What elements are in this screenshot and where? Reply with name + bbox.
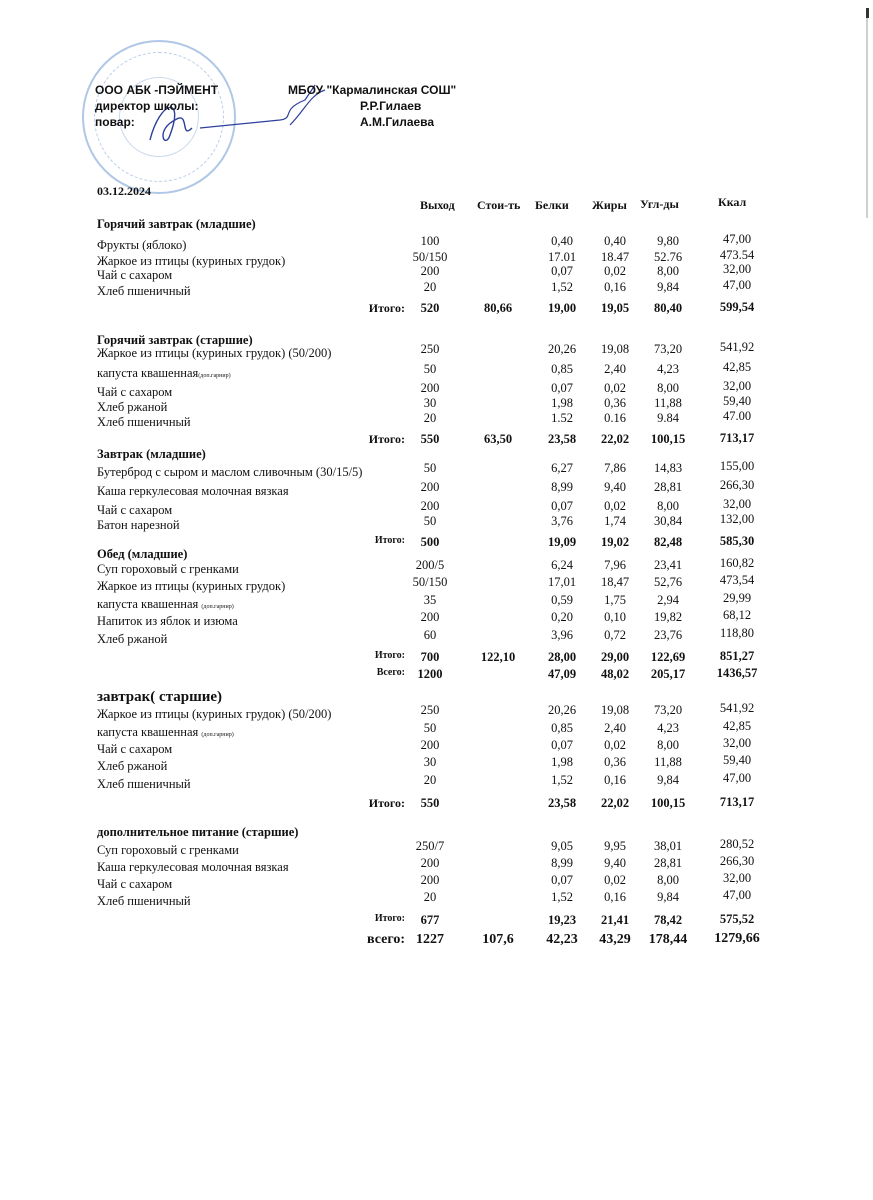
cell-kcal: 47,00 <box>722 888 752 902</box>
cell-protein: 0,07 <box>551 738 573 752</box>
cell-fat: 1,75 <box>604 593 626 607</box>
cell-output: 30 <box>423 396 437 410</box>
cell-fat: 19,08 <box>600 342 630 356</box>
cell-output: 60 <box>423 628 437 642</box>
total-carbs: 80,40 <box>653 301 683 315</box>
cell-output: 50 <box>423 362 437 376</box>
cell-fat: 0,36 <box>604 396 626 410</box>
total-kcal: 713,17 <box>719 431 755 445</box>
total-label: Итого: <box>368 796 405 810</box>
cell-fat: 0,10 <box>604 610 626 624</box>
cell-carbs: 9,80 <box>657 234 679 248</box>
cell-carbs: 23,76 <box>653 628 683 642</box>
menu-item-note: (доп.гарнир) <box>201 604 234 610</box>
cell-carbs: 19,82 <box>653 610 683 624</box>
cell-fat: 7,86 <box>604 461 626 475</box>
cell-output: 20 <box>423 890 437 904</box>
cell-carbs: 11,88 <box>654 396 682 410</box>
grand-carbs: 205,17 <box>650 667 686 681</box>
menu-item-name: Чай с сахаром <box>97 385 173 399</box>
cell-protein: 1,52 <box>551 280 573 294</box>
menu-item-name: Каша геркулесовая молочная вязкая <box>97 860 289 874</box>
cell-protein: 1,98 <box>551 396 573 410</box>
grand-label: Всего: <box>376 667 405 678</box>
total-label: Итого: <box>374 535 405 546</box>
menu-item-name: Хлеб ржаной <box>97 400 168 414</box>
cell-protein: 3,96 <box>551 628 573 642</box>
cell-protein: 0,07 <box>551 873 573 887</box>
cell-protein: 6,24 <box>551 558 573 572</box>
grand-kcal: 1436,57 <box>716 666 758 680</box>
total-fat: 19,05 <box>600 301 630 315</box>
grand-carbs: 178,44 <box>648 932 688 947</box>
cell-carbs: 8,00 <box>657 738 679 752</box>
cell-carbs: 14,83 <box>653 461 683 475</box>
cell-kcal: 32,00 <box>722 871 752 885</box>
cell-protein: 0,20 <box>551 610 573 624</box>
cell-output: 200 <box>420 480 440 494</box>
total-kcal: 599,54 <box>719 300 755 314</box>
grand-output: 1227 <box>416 932 444 947</box>
cell-kcal: 47,00 <box>722 278 752 292</box>
cell-fat: 0,16 <box>604 773 626 787</box>
menu-item-name: Напиток из яблок и изюма <box>97 614 238 628</box>
cell-fat: 7,96 <box>604 558 626 572</box>
total-fat: 29,00 <box>600 650 630 664</box>
total-label: Итого: <box>374 913 405 924</box>
cell-carbs: 9.84 <box>657 411 679 425</box>
cell-protein: 20,26 <box>547 703 577 717</box>
cell-kcal: 47.00 <box>722 409 752 423</box>
total-kcal: 713,17 <box>719 795 755 809</box>
total-output: 550 <box>420 796 440 810</box>
total-carbs: 100,15 <box>650 796 686 810</box>
cell-kcal: 541,92 <box>719 701 755 715</box>
cell-output: 200 <box>420 381 440 395</box>
cell-protein: 17.01 <box>547 250 577 264</box>
cell-fat: 0,02 <box>604 873 626 887</box>
menu-item-name: Бутерброд с сыром и маслом сливочным (30/15/5) <box>97 465 363 479</box>
cell-kcal: 266,30 <box>719 478 755 492</box>
cell-fat: 2,40 <box>604 362 626 376</box>
grand-fat: 48,02 <box>600 667 630 681</box>
section-title: Горячий завтрак (старшие) <box>97 333 253 347</box>
cell-carbs: 52.76 <box>653 250 683 264</box>
menu-item-name: Чай с сахаром <box>97 742 173 756</box>
total-protein: 19,23 <box>547 913 577 927</box>
cell-kcal: 266,30 <box>719 854 755 868</box>
cell-kcal: 132,00 <box>719 512 755 526</box>
cell-fat: 2,40 <box>604 721 626 735</box>
total-output: 520 <box>420 301 440 315</box>
cell-protein: 0,85 <box>551 362 573 376</box>
cell-kcal: 160,82 <box>719 556 755 570</box>
menu-item-name: Жаркое из птицы (куриных грудок) <box>97 579 286 593</box>
cell-carbs: 4,23 <box>657 362 679 376</box>
cell-carbs: 11,88 <box>654 755 682 769</box>
cook-name: А.М.Гилаева <box>360 115 435 129</box>
cell-protein: 1,52 <box>551 773 573 787</box>
menu-item-name: Суп гороховый с гренками <box>97 562 239 576</box>
menu-item-name: капуста квашенная(доп.гарнир) <box>97 366 231 380</box>
cell-fat: 0,40 <box>604 234 626 248</box>
menu-item-name: Каша геркулесовая молочная вязкая <box>97 484 289 498</box>
cell-kcal: 155,00 <box>719 459 755 473</box>
col-header-cost: Стои-ть <box>477 198 521 212</box>
cell-output: 250/7 <box>415 839 445 853</box>
menu-item-name: Жаркое из птицы (куриных грудок) <box>97 254 286 268</box>
grand-cost: 107,6 <box>482 932 514 947</box>
menu-item-note: (доп.гарнир) <box>201 732 234 738</box>
cell-kcal: 473,54 <box>719 573 755 587</box>
director-label: директор школы: <box>95 99 199 113</box>
menu-item-name: капуста квашенная (доп.гарнир) <box>97 597 234 611</box>
cell-output: 50/150 <box>412 250 448 264</box>
cell-fat: 0.16 <box>604 411 626 425</box>
total-fat: 19,02 <box>600 535 630 549</box>
cell-protein: 0,59 <box>551 593 573 607</box>
total-kcal: 585,30 <box>719 534 755 548</box>
cell-fat: 0,16 <box>604 890 626 904</box>
cell-carbs: 23,41 <box>653 558 683 572</box>
cell-fat: 0,36 <box>604 755 626 769</box>
cell-protein: 1,52 <box>551 890 573 904</box>
cell-fat: 0,02 <box>604 264 626 278</box>
cell-fat: 18.47 <box>600 250 630 264</box>
cell-output: 200 <box>420 873 440 887</box>
cell-protein: 17,01 <box>547 575 577 589</box>
cell-carbs: 38,01 <box>653 839 683 853</box>
cell-carbs: 73,20 <box>653 342 683 356</box>
cell-carbs: 8,00 <box>657 873 679 887</box>
total-protein: 28,00 <box>547 650 577 664</box>
total-output: 677 <box>420 913 440 927</box>
cell-protein: 0,07 <box>551 381 573 395</box>
cell-kcal: 29,99 <box>722 591 752 605</box>
cell-carbs: 8,00 <box>657 264 679 278</box>
total-label: Итого: <box>368 301 405 315</box>
cell-kcal: 47,00 <box>722 232 752 246</box>
cell-fat: 1,74 <box>604 514 626 528</box>
cell-output: 50 <box>423 461 437 475</box>
menu-item-note: (доп.гарнир) <box>198 373 231 379</box>
director-name: Р.Р.Гилаев <box>360 99 422 113</box>
cell-kcal: 541,92 <box>719 340 755 354</box>
cell-carbs: 52,76 <box>653 575 683 589</box>
page-edge-mark <box>866 8 869 18</box>
menu-item-name: Суп гороховый с гренками <box>97 843 239 857</box>
cell-protein: 1,98 <box>551 755 573 769</box>
cell-output: 200 <box>420 610 440 624</box>
grand-protein: 47,09 <box>547 667 577 681</box>
cell-carbs: 9,84 <box>657 773 679 787</box>
grand-output: 1200 <box>417 667 443 681</box>
cell-protein: 8,99 <box>551 856 573 870</box>
col-header-output: Выход <box>420 198 455 212</box>
cell-kcal: 59,40 <box>722 394 752 408</box>
cell-carbs: 8,00 <box>657 381 679 395</box>
cell-protein: 6,27 <box>551 461 573 475</box>
total-fat: 22,02 <box>600 796 630 810</box>
cell-output: 200 <box>420 264 440 278</box>
total-fat: 21,41 <box>600 913 630 927</box>
menu-item-name: Чай с сахаром <box>97 503 173 517</box>
cell-kcal: 32,00 <box>722 736 752 750</box>
cell-output: 20 <box>423 280 437 294</box>
cell-output: 200/5 <box>415 558 445 572</box>
cell-kcal: 47,00 <box>722 771 752 785</box>
section-title: Обед (младшие) <box>97 547 188 561</box>
cell-kcal: 32,00 <box>722 262 752 276</box>
cell-kcal: 32,00 <box>722 497 752 511</box>
cell-protein: 0,85 <box>551 721 573 735</box>
cell-protein: 1.52 <box>551 411 573 425</box>
cell-fat: 19,08 <box>600 703 630 717</box>
cell-carbs: 9,84 <box>657 280 679 294</box>
total-fat: 22,02 <box>600 432 630 446</box>
total-carbs: 82,48 <box>653 535 683 549</box>
menu-item-name: Батон нарезной <box>97 518 180 532</box>
cell-fat: 18,47 <box>600 575 630 589</box>
menu-item-name: капуста квашенная (доп.гарнир) <box>97 725 234 739</box>
cell-carbs: 73,20 <box>653 703 683 717</box>
menu-item-name: Хлеб пшеничный <box>97 894 191 908</box>
menu-item-name: Хлеб ржаной <box>97 632 168 646</box>
menu-item-name: Хлеб пшеничный <box>97 284 191 298</box>
cook-label: повар: <box>95 115 135 129</box>
col-header-carbs: Угл-ды <box>640 197 679 211</box>
cell-kcal: 473.54 <box>719 248 755 262</box>
cell-carbs: 28,81 <box>653 856 683 870</box>
total-cost: 63,50 <box>483 432 513 446</box>
cell-output: 35 <box>423 593 437 607</box>
approval-block-right <box>288 82 456 130</box>
cell-protein: 8,99 <box>551 480 573 494</box>
section-title: завтрак( старшие) <box>97 689 223 705</box>
menu-item-name: Фрукты (яблоко) <box>97 238 187 252</box>
total-kcal: 575,52 <box>719 912 755 926</box>
cell-output: 50/150 <box>412 575 448 589</box>
cell-output: 200 <box>420 499 440 513</box>
menu-item-name: Хлеб пшеничный <box>97 777 191 791</box>
menu-item-name: Жаркое из птицы (куриных грудок) (50/200) <box>97 707 332 721</box>
cell-kcal: 32,00 <box>722 379 752 393</box>
cell-fat: 0,02 <box>604 499 626 513</box>
total-kcal: 851,27 <box>719 649 755 663</box>
cell-kcal: 42,85 <box>722 360 752 374</box>
cell-kcal: 280,52 <box>719 837 755 851</box>
cell-carbs: 9,84 <box>657 890 679 904</box>
cell-output: 20 <box>423 773 437 787</box>
cell-protein: 0,07 <box>551 264 573 278</box>
cell-output: 250 <box>420 703 440 717</box>
cell-protein: 0,40 <box>551 234 573 248</box>
cell-fat: 0,02 <box>604 738 626 752</box>
section-title: Завтрак (младшие) <box>97 447 206 461</box>
col-header-protein: Белки <box>535 198 569 212</box>
approval-block-left <box>95 82 218 130</box>
menu-date: 03.12.2024 <box>97 184 151 198</box>
menu-item-name: Хлеб ржаной <box>97 759 168 773</box>
cell-carbs: 30,84 <box>653 514 683 528</box>
total-output: 500 <box>420 535 440 549</box>
cell-output: 30 <box>423 755 437 769</box>
grand-fat: 43,29 <box>599 932 631 947</box>
total-carbs: 78,42 <box>653 913 683 927</box>
cell-kcal: 59,40 <box>722 753 752 767</box>
cell-protein: 20,26 <box>547 342 577 356</box>
cell-carbs: 4,23 <box>657 721 679 735</box>
cell-fat: 0,02 <box>604 381 626 395</box>
total-output: 550 <box>420 432 440 446</box>
cell-fat: 9,40 <box>604 856 626 870</box>
cell-protein: 0,07 <box>551 499 573 513</box>
cell-output: 250 <box>420 342 440 356</box>
cell-carbs: 8,00 <box>657 499 679 513</box>
cell-kcal: 68,12 <box>722 608 752 622</box>
total-carbs: 100,15 <box>650 432 686 446</box>
grand-protein: 42,23 <box>546 932 578 947</box>
total-protein: 19,00 <box>547 301 577 315</box>
cell-protein: 9,05 <box>551 839 573 853</box>
cell-fat: 9,95 <box>604 839 626 853</box>
total-cost: 122,10 <box>480 650 516 664</box>
grand-label: всего: <box>366 932 405 947</box>
cell-kcal: 42,85 <box>722 719 752 733</box>
cell-output: 200 <box>420 856 440 870</box>
cell-kcal: 118,80 <box>720 626 754 640</box>
menu-item-name: Чай с сахаром <box>97 877 173 891</box>
page-edge-shadow <box>866 8 868 218</box>
total-label: Итого: <box>368 432 405 446</box>
section-title: Горячий завтрак (младшие) <box>97 217 256 231</box>
grand-kcal: 1279,66 <box>714 931 760 946</box>
cell-fat: 0,16 <box>604 280 626 294</box>
cell-output: 50 <box>423 721 437 735</box>
col-header-kcal: Ккал <box>718 195 747 209</box>
total-carbs: 122,69 <box>650 650 686 664</box>
total-output: 700 <box>420 650 440 664</box>
cell-protein: 3,76 <box>551 514 573 528</box>
total-label: Итого: <box>374 650 405 661</box>
menu-item-name: Хлеб пшеничный <box>97 415 191 429</box>
cell-carbs: 28,81 <box>653 480 683 494</box>
cell-carbs: 2,94 <box>657 593 679 607</box>
cell-output: 20 <box>423 411 437 425</box>
total-cost: 80,66 <box>483 301 513 315</box>
total-protein: 23,58 <box>547 796 577 810</box>
total-protein: 19,09 <box>547 535 577 549</box>
menu-item-name: Чай с сахаром <box>97 268 173 282</box>
school-name: МБОУ "Кармалинская СОШ" <box>288 83 457 97</box>
col-header-fat: Жиры <box>592 198 627 212</box>
menu-item-name: Жаркое из птицы (куриных грудок) (50/200) <box>97 346 332 360</box>
section-title: дополнительное питание (старшие) <box>97 825 299 839</box>
total-protein: 23,58 <box>547 432 577 446</box>
cell-output: 200 <box>420 738 440 752</box>
cell-fat: 0,72 <box>604 628 626 642</box>
cell-output: 50 <box>423 514 437 528</box>
org-name: ООО АБК -ПЭЙМЕНТ <box>95 83 219 97</box>
cell-fat: 9,40 <box>604 480 626 494</box>
cell-output: 100 <box>420 234 440 248</box>
